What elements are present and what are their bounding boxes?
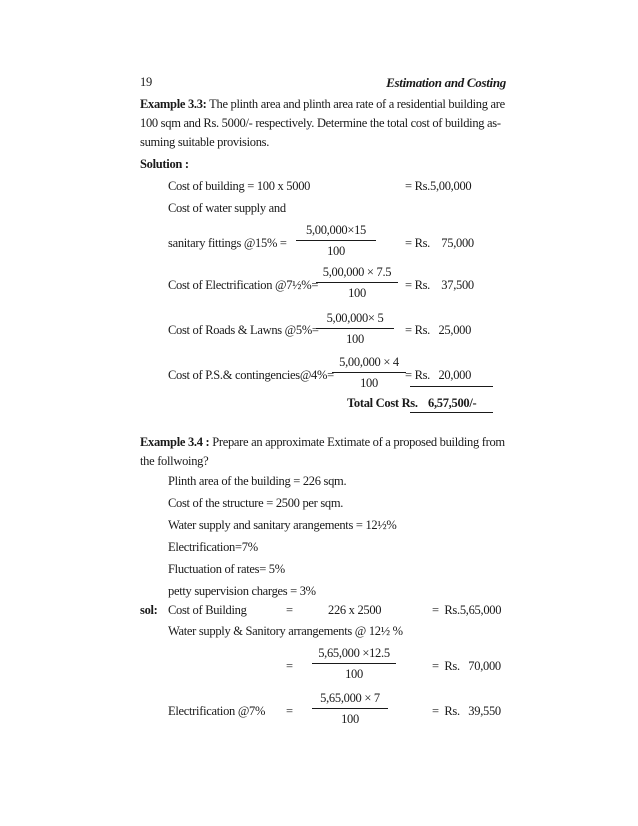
example-3-4-text-2: the follwoing? bbox=[140, 454, 209, 468]
electrification-2-value: = Rs. 39,550 bbox=[432, 704, 501, 718]
example-3-3-text-3: suming suitable provisions. bbox=[140, 135, 270, 149]
fraction-denominator: 100 bbox=[346, 332, 364, 346]
water-supply-text: Cost of water supply and bbox=[168, 201, 286, 215]
cost-of-building-2-text: Cost of Building bbox=[168, 603, 247, 617]
roads-lawns-value: = Rs. 25,000 bbox=[405, 323, 472, 337]
electrification-2-fraction bbox=[312, 691, 388, 727]
given-item: petty supervision charges = 3% bbox=[168, 584, 316, 598]
given-item: Plinth area of the building = 226 sqm. bbox=[168, 474, 347, 488]
electrification-value: = Rs. 37,500 bbox=[405, 278, 474, 292]
fraction-numerator: 5,00,000 × 7.5 bbox=[316, 265, 398, 283]
equals-sign: = bbox=[286, 603, 293, 617]
fraction-denominator: 100 bbox=[327, 244, 345, 258]
given-item: Water supply and sanitary arangements = 12½% bbox=[168, 518, 397, 532]
cost-of-building-2-expression: 226 x 2500 bbox=[328, 603, 382, 617]
fraction-denominator: 100 bbox=[348, 286, 366, 300]
water-supply-2-text: Water supply & Sanitory arrangements @ 12½ % bbox=[168, 624, 403, 638]
cost-of-building-text: Cost of building = 100 x 5000 bbox=[168, 179, 311, 193]
given-item: Fluctuation of rates= 5% bbox=[168, 562, 285, 576]
contingencies-text: Cost of P.S.& contingencies@4%= bbox=[168, 368, 334, 382]
example-3-3-text-2: 100 sqm and Rs. 5000/- respectively. Determine the total cost of building as- bbox=[140, 116, 501, 130]
total-cost-label: Total Cost Rs. bbox=[347, 396, 418, 410]
example-3-4-line-1 bbox=[140, 435, 505, 450]
fraction-denominator: 100 bbox=[360, 376, 378, 390]
page-number: 19 bbox=[140, 75, 152, 89]
total-rule-bottom bbox=[410, 412, 493, 413]
equals-sign: = bbox=[286, 704, 293, 718]
water-supply-2-fraction bbox=[312, 646, 396, 682]
electrification-2-text: Electrification @7% bbox=[168, 704, 266, 718]
fraction-denominator: 100 bbox=[341, 712, 359, 726]
given-item: Cost of the structure = 2500 per sqm. bbox=[168, 496, 344, 510]
electrification-fraction bbox=[316, 265, 398, 301]
fraction-denominator: 100 bbox=[345, 667, 363, 681]
water-supply-2-value: = Rs. 70,000 bbox=[432, 659, 501, 673]
fraction-numerator: 5,65,000 ×12.5 bbox=[312, 646, 396, 664]
sanitary-fittings-text: sanitary fittings @15% = bbox=[168, 236, 287, 250]
fraction-numerator: 5,65,000 × 7 bbox=[312, 691, 388, 709]
example-3-3-line-1 bbox=[140, 97, 505, 112]
example-3-4-text-1: Prepare an approximate Extimate of a proposed building from bbox=[212, 435, 505, 449]
example-3-4-label: Example 3.4 : bbox=[140, 435, 210, 449]
sol-label: sol: bbox=[140, 603, 158, 617]
sanitary-fittings-value: = Rs. 75,000 bbox=[405, 236, 474, 250]
total-rule-top bbox=[410, 386, 493, 387]
cost-of-building-2-value: = Rs.5,65,000 bbox=[432, 603, 502, 617]
contingencies-fraction bbox=[332, 355, 406, 391]
example-3-3-label: Example 3.3: bbox=[140, 97, 207, 111]
roads-lawns-fraction bbox=[316, 311, 394, 347]
roads-lawns-text: Cost of Roads & Lawns @5%= bbox=[168, 323, 319, 337]
sanitary-fittings-fraction bbox=[296, 223, 376, 259]
given-item: Electrification=7% bbox=[168, 540, 258, 554]
equals-sign: = bbox=[286, 659, 293, 673]
fraction-numerator: 5,00,000× 5 bbox=[316, 311, 394, 329]
solution-label: Solution : bbox=[140, 157, 189, 171]
total-cost-value: 6,57,500/- bbox=[428, 396, 477, 410]
cost-of-building-value: = Rs.5,00,000 bbox=[405, 179, 472, 193]
fraction-numerator: 5,00,000×15 bbox=[296, 223, 376, 241]
running-title: Estimation and Costing bbox=[386, 75, 506, 90]
example-3-3-text-1: The plinth area and plinth area rate of a residential building are bbox=[209, 97, 505, 111]
electrification-text: Cost of Electrification @7½%= bbox=[168, 278, 319, 292]
fraction-numerator: 5,00,000 × 4 bbox=[332, 355, 406, 373]
contingencies-value: = Rs. 20,000 bbox=[405, 368, 472, 382]
